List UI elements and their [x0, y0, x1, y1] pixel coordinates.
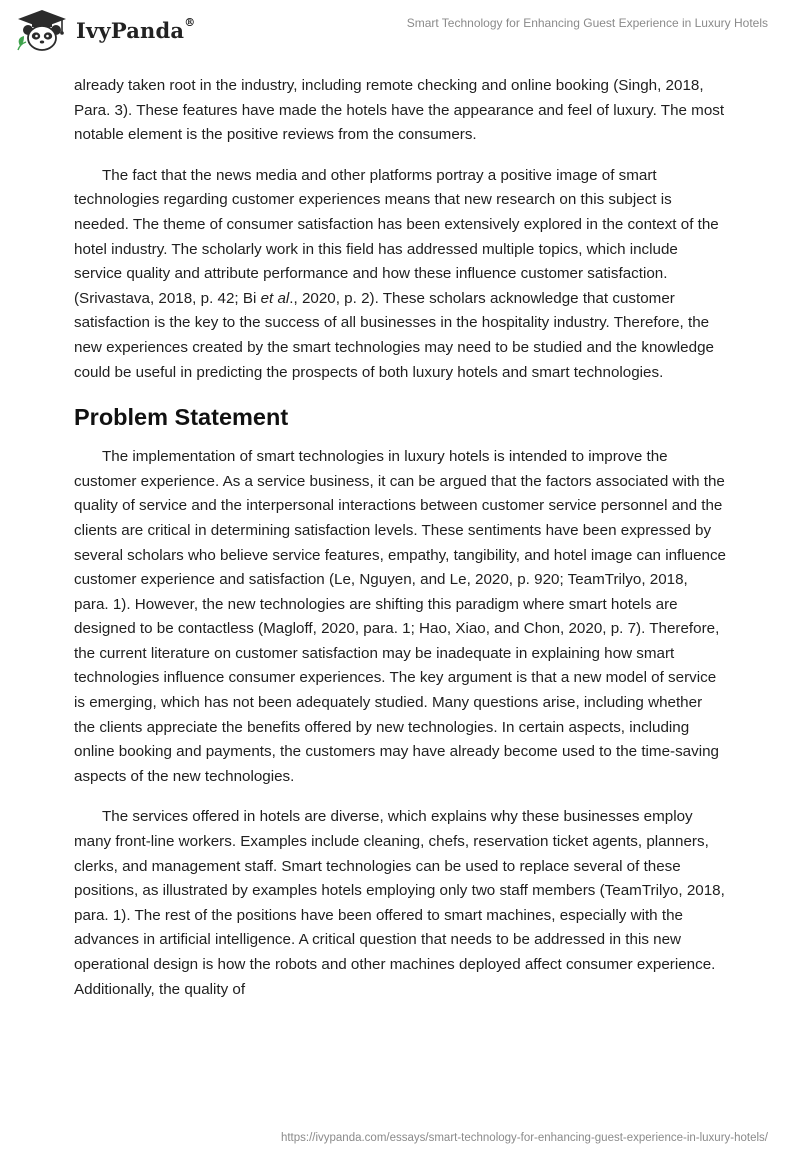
brand-name: IvyPanda®	[76, 15, 196, 43]
brand-logo[interactable]	[14, 8, 195, 52]
panda-graduate-icon	[14, 8, 70, 52]
section-heading-problem-statement: Problem Statement	[74, 404, 289, 431]
paragraph-continuation: already taken root in the industry, including remote checking and online booking (Singh, 2018, Para. 3). These features have made the hotels have the appearance and feel of luxury. The most notable element is the positive reviews from the consumers.	[74, 77, 725, 144]
paragraph-services: The services offered in hotels are diverse, which explains why these businesses employ many front-line workers. Examples include cleaning, chefs, reservation ticket agents, planners, clerks, and management staff. Smart technologies can be used to replace several of these positions, as illustrated by examples hotels employing only two staff members (TeamTrilyo, 2018, para. 1). The rest of the positions have been offered to smart machines, especially with the advances in artificial intelligence. A critical question that needs to be addressed in this new operational design is how the robots and other machines deployed affect consumer experience. Additionally, the quality of	[74, 808, 725, 998]
italic-et-al: et al	[260, 289, 290, 307]
essay-body	[74, 74, 726, 1018]
paragraph-implementation: The implementation of smart technologies in luxury hotels is intended to improve the customer experience. As a service business, it can be argued that the factors associated with the quality of service and the interpersonal interactions between customer service personnel and the clients are critical in determining satisfaction levels. These sentiments have been expressed by several scholars who believe service features, empathy, tangibility, and hotel image can influence customer experience and satisfaction (Le, Nguyen, and Le, 2020, p. 920; TeamTrilyo, 2018, para. 1). However, the new technologies are shifting this paradigm where smart hotels are designed to be contactless (Magloff, 2020, para. 1; Hao, Xiao, and Chon, 2020, p. 7). Therefore, the current literature on customer satisfaction may be inadequate in explaining how smart technologies influence consumer experiences. The key argument is that a new model of service is emerging, which has not been adequately studied. Many questions arise, including whether the clients appreciate the benefits offered by new technologies. In certain aspects, including online booking and payments, the customers may have already become used to the time-saving aspects of the new technologies.	[74, 448, 727, 785]
page-header	[0, 0, 800, 62]
source-url-link[interactable]: https://ivypanda.com/essays/smart-technology-for-enhancing-guest-experience-in-luxury-hotels/	[280, 1132, 768, 1144]
document-title: Smart Technology for Enhancing Guest Experience in Luxury Hotels	[406, 16, 768, 30]
paragraph-research-need: The fact that the news media and other platforms portray a positive image of smart technologies regarding customer experiences means that new research on this subject is needed. The theme of consumer satisfaction has been extensively explored in the context of the hotel industry. The scholarly work in this field has addressed multiple topics, which include service quality and attribute performance and how these influence customer satisfaction. (Srivastava, 2018, p. 42; Bi et al., 2020, p. 2). These scholars acknowledge that customer satisfaction is the key to the success of all businesses in the hospitality industry. Therefore, the new experiences created by the smart technologies may need to be studied and the knowledge could be useful in predicting the prospects of both luxury hotels and smart technologies.	[74, 166, 719, 381]
